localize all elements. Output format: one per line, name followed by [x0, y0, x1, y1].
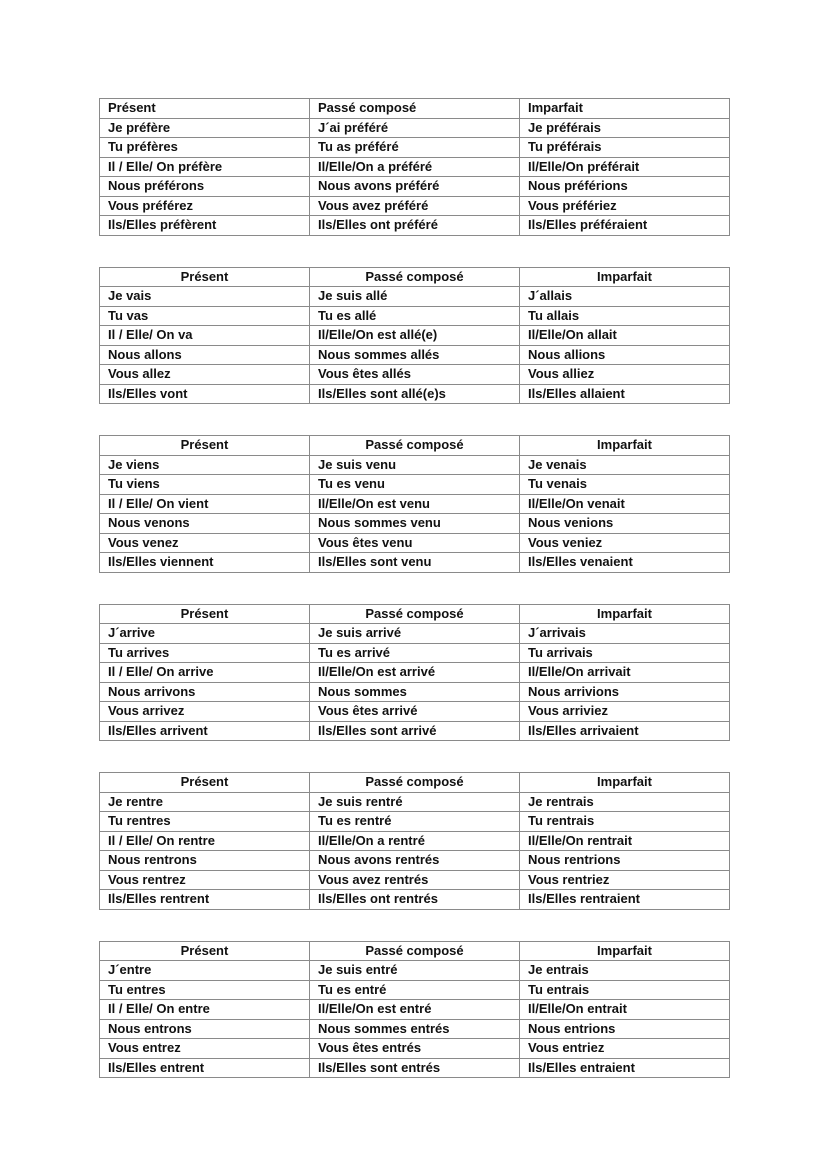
table-row [100, 682, 730, 702]
table-row [100, 326, 730, 346]
table-row [100, 365, 730, 385]
conjugation-table-6 [99, 941, 730, 1079]
cell-present: Vous allez [100, 365, 310, 385]
cell-imparfait: Tu préférais [520, 138, 730, 158]
cell-present: Il / Elle/ On va [100, 326, 310, 346]
cell-imparfait: Ils/Elles allaient [520, 384, 730, 404]
cell-present: Nous entrons [100, 1019, 310, 1039]
cell-imparfait: J´arrivais [520, 624, 730, 644]
table-row [100, 455, 730, 475]
table-row [100, 890, 730, 910]
table-row [100, 306, 730, 326]
cell-imparfait: Vous veniez [520, 533, 730, 553]
cell-passe-compose: Tu es rentré [310, 812, 520, 832]
cell-present: Tu préfères [100, 138, 310, 158]
cell-passe-compose: Tu es arrivé [310, 643, 520, 663]
conjugation-table-4 [99, 604, 730, 742]
cell-passe-compose: Je suis venu [310, 455, 520, 475]
cell-passe-compose: Je suis allé [310, 287, 520, 307]
cell-present: Je vais [100, 287, 310, 307]
table-row [100, 533, 730, 553]
cell-passe-compose: Vous êtes venu [310, 533, 520, 553]
cell-passe-compose: Nous avons rentrés [310, 851, 520, 871]
cell-passe-compose: Nous avons préféré [310, 177, 520, 197]
table-row [100, 1058, 730, 1078]
cell-passe-compose: Tu as préféré [310, 138, 520, 158]
cell-present: Tu viens [100, 475, 310, 495]
table-row [100, 1000, 730, 1020]
cell-imparfait: Nous préférions [520, 177, 730, 197]
cell-imparfait: Vous arriviez [520, 702, 730, 722]
cell-imparfait: Ils/Elles venaient [520, 553, 730, 573]
cell-passe-compose: Il/Elle/On a rentré [310, 831, 520, 851]
cell-imparfait: Vous alliez [520, 365, 730, 385]
cell-passe-compose: Ils/Elles sont venu [310, 553, 520, 573]
table-row [100, 475, 730, 495]
cell-imparfait: Je préférais [520, 118, 730, 138]
cell-present: Il / Elle/ On vient [100, 494, 310, 514]
cell-passe-compose: J´ai préféré [310, 118, 520, 138]
cell-imparfait: Ils/Elles préféraient [520, 216, 730, 236]
cell-present: Tu rentres [100, 812, 310, 832]
cell-imparfait: J´allais [520, 287, 730, 307]
cell-present: Nous préférons [100, 177, 310, 197]
conjugation-table-1 [99, 98, 730, 236]
cell-imparfait: Tu allais [520, 306, 730, 326]
cell-present: Nous rentrons [100, 851, 310, 871]
column-header-imparfait: Imparfait [520, 267, 730, 287]
cell-present: Je rentre [100, 792, 310, 812]
table-row [100, 345, 730, 365]
cell-present: Tu vas [100, 306, 310, 326]
column-header-imparfait: Imparfait [520, 436, 730, 456]
table-row [100, 792, 730, 812]
cell-imparfait: Ils/Elles entraient [520, 1058, 730, 1078]
cell-passe-compose: Il/Elle/On est venu [310, 494, 520, 514]
cell-imparfait: Il/Elle/On entrait [520, 1000, 730, 1020]
cell-imparfait: Il/Elle/On venait [520, 494, 730, 514]
conjugation-table-3 [99, 435, 730, 573]
cell-present: Je préfère [100, 118, 310, 138]
cell-imparfait: Ils/Elles arrivaient [520, 721, 730, 741]
cell-imparfait: Nous allions [520, 345, 730, 365]
cell-imparfait: Tu rentrais [520, 812, 730, 832]
cell-passe-compose: Nous sommes venu [310, 514, 520, 534]
cell-passe-compose: Vous êtes allés [310, 365, 520, 385]
table-header-row [100, 604, 730, 624]
column-header-present: Présent [100, 99, 310, 119]
column-header-passe-compose: Passé composé [310, 99, 520, 119]
table-row [100, 1019, 730, 1039]
table-row [100, 384, 730, 404]
cell-imparfait: Je venais [520, 455, 730, 475]
cell-present: Vous arrivez [100, 702, 310, 722]
cell-passe-compose: Tu es allé [310, 306, 520, 326]
cell-imparfait: Nous entrions [520, 1019, 730, 1039]
cell-present: Vous rentrez [100, 870, 310, 890]
table-row [100, 177, 730, 197]
cell-imparfait: Il/Elle/On rentrait [520, 831, 730, 851]
cell-present: Ils/Elles vont [100, 384, 310, 404]
cell-present: Il / Elle/ On arrive [100, 663, 310, 683]
cell-present: Vous préférez [100, 196, 310, 216]
cell-passe-compose: Ils/Elles ont rentrés [310, 890, 520, 910]
cell-imparfait: Ils/Elles rentraient [520, 890, 730, 910]
column-header-passe-compose: Passé composé [310, 267, 520, 287]
column-header-present: Présent [100, 267, 310, 287]
conjugation-table-5 [99, 772, 730, 910]
cell-passe-compose: Ils/Elles sont entrés [310, 1058, 520, 1078]
cell-passe-compose: Nous sommes [310, 682, 520, 702]
table-row [100, 1039, 730, 1059]
cell-imparfait: Vous préfériez [520, 196, 730, 216]
table-row [100, 870, 730, 890]
cell-present: Ils/Elles rentrent [100, 890, 310, 910]
column-header-present: Présent [100, 436, 310, 456]
column-header-passe-compose: Passé composé [310, 436, 520, 456]
cell-passe-compose: Vous êtes entrés [310, 1039, 520, 1059]
column-header-imparfait: Imparfait [520, 773, 730, 793]
cell-passe-compose: Il/Elle/On est arrivé [310, 663, 520, 683]
conjugation-table-2 [99, 267, 730, 405]
table-row [100, 624, 730, 644]
column-header-passe-compose: Passé composé [310, 773, 520, 793]
cell-present: Vous venez [100, 533, 310, 553]
column-header-present: Présent [100, 941, 310, 961]
cell-imparfait: Il/Elle/On allait [520, 326, 730, 346]
cell-passe-compose: Ils/Elles sont arrivé [310, 721, 520, 741]
cell-present: Je viens [100, 455, 310, 475]
cell-imparfait: Tu arrivais [520, 643, 730, 663]
cell-passe-compose: Je suis rentré [310, 792, 520, 812]
cell-passe-compose: Vous avez rentrés [310, 870, 520, 890]
table-row [100, 643, 730, 663]
table-row [100, 514, 730, 534]
cell-passe-compose: Je suis arrivé [310, 624, 520, 644]
table-row [100, 287, 730, 307]
cell-present: Nous arrivons [100, 682, 310, 702]
table-row [100, 216, 730, 236]
cell-passe-compose: Il/Elle/On est entré [310, 1000, 520, 1020]
table-row [100, 553, 730, 573]
cell-imparfait: Tu entrais [520, 980, 730, 1000]
table-row [100, 812, 730, 832]
cell-imparfait: Il/Elle/On préférait [520, 157, 730, 177]
cell-present: Ils/Elles préfèrent [100, 216, 310, 236]
cell-imparfait: Il/Elle/On arrivait [520, 663, 730, 683]
column-header-imparfait: Imparfait [520, 99, 730, 119]
table-row [100, 702, 730, 722]
cell-present: Ils/Elles arrivent [100, 721, 310, 741]
table-row [100, 157, 730, 177]
table-row [100, 494, 730, 514]
column-header-imparfait: Imparfait [520, 604, 730, 624]
cell-present: Il / Elle/ On préfère [100, 157, 310, 177]
column-header-imparfait: Imparfait [520, 941, 730, 961]
cell-passe-compose: Vous êtes arrivé [310, 702, 520, 722]
table-header-row [100, 99, 730, 119]
table-row [100, 663, 730, 683]
cell-imparfait: Nous venions [520, 514, 730, 534]
cell-imparfait: Vous rentriez [520, 870, 730, 890]
cell-present: Il / Elle/ On entre [100, 1000, 310, 1020]
table-row [100, 851, 730, 871]
column-header-present: Présent [100, 604, 310, 624]
cell-present: Ils/Elles entrent [100, 1058, 310, 1078]
cell-passe-compose: Je suis entré [310, 961, 520, 981]
table-header-row [100, 436, 730, 456]
table-row [100, 721, 730, 741]
cell-imparfait: Je entrais [520, 961, 730, 981]
table-row [100, 138, 730, 158]
cell-imparfait: Nous arrivions [520, 682, 730, 702]
table-header-row [100, 941, 730, 961]
table-row [100, 961, 730, 981]
table-row [100, 118, 730, 138]
cell-passe-compose: Nous sommes allés [310, 345, 520, 365]
column-header-present: Présent [100, 773, 310, 793]
cell-passe-compose: Vous avez préféré [310, 196, 520, 216]
table-header-row [100, 773, 730, 793]
cell-present: Tu arrives [100, 643, 310, 663]
cell-present: Il / Elle/ On rentre [100, 831, 310, 851]
table-row [100, 196, 730, 216]
cell-imparfait: Vous entriez [520, 1039, 730, 1059]
cell-present: J´entre [100, 961, 310, 981]
cell-passe-compose: Tu es entré [310, 980, 520, 1000]
cell-passe-compose: Ils/Elles sont allé(e)s [310, 384, 520, 404]
cell-present: J´arrive [100, 624, 310, 644]
cell-passe-compose: Il/Elle/On est allé(e) [310, 326, 520, 346]
table-header-row [100, 267, 730, 287]
cell-passe-compose: Nous sommes entrés [310, 1019, 520, 1039]
conjugation-tables [99, 98, 729, 1109]
cell-passe-compose: Tu es venu [310, 475, 520, 495]
cell-imparfait: Nous rentrions [520, 851, 730, 871]
cell-present: Tu entres [100, 980, 310, 1000]
table-row [100, 831, 730, 851]
cell-present: Vous entrez [100, 1039, 310, 1059]
cell-passe-compose: Ils/Elles ont préféré [310, 216, 520, 236]
table-row [100, 980, 730, 1000]
cell-imparfait: Tu venais [520, 475, 730, 495]
cell-present: Nous venons [100, 514, 310, 534]
cell-imparfait: Je rentrais [520, 792, 730, 812]
column-header-passe-compose: Passé composé [310, 941, 520, 961]
cell-present: Ils/Elles viennent [100, 553, 310, 573]
cell-passe-compose: Il/Elle/On a préféré [310, 157, 520, 177]
cell-present: Nous allons [100, 345, 310, 365]
column-header-passe-compose: Passé composé [310, 604, 520, 624]
